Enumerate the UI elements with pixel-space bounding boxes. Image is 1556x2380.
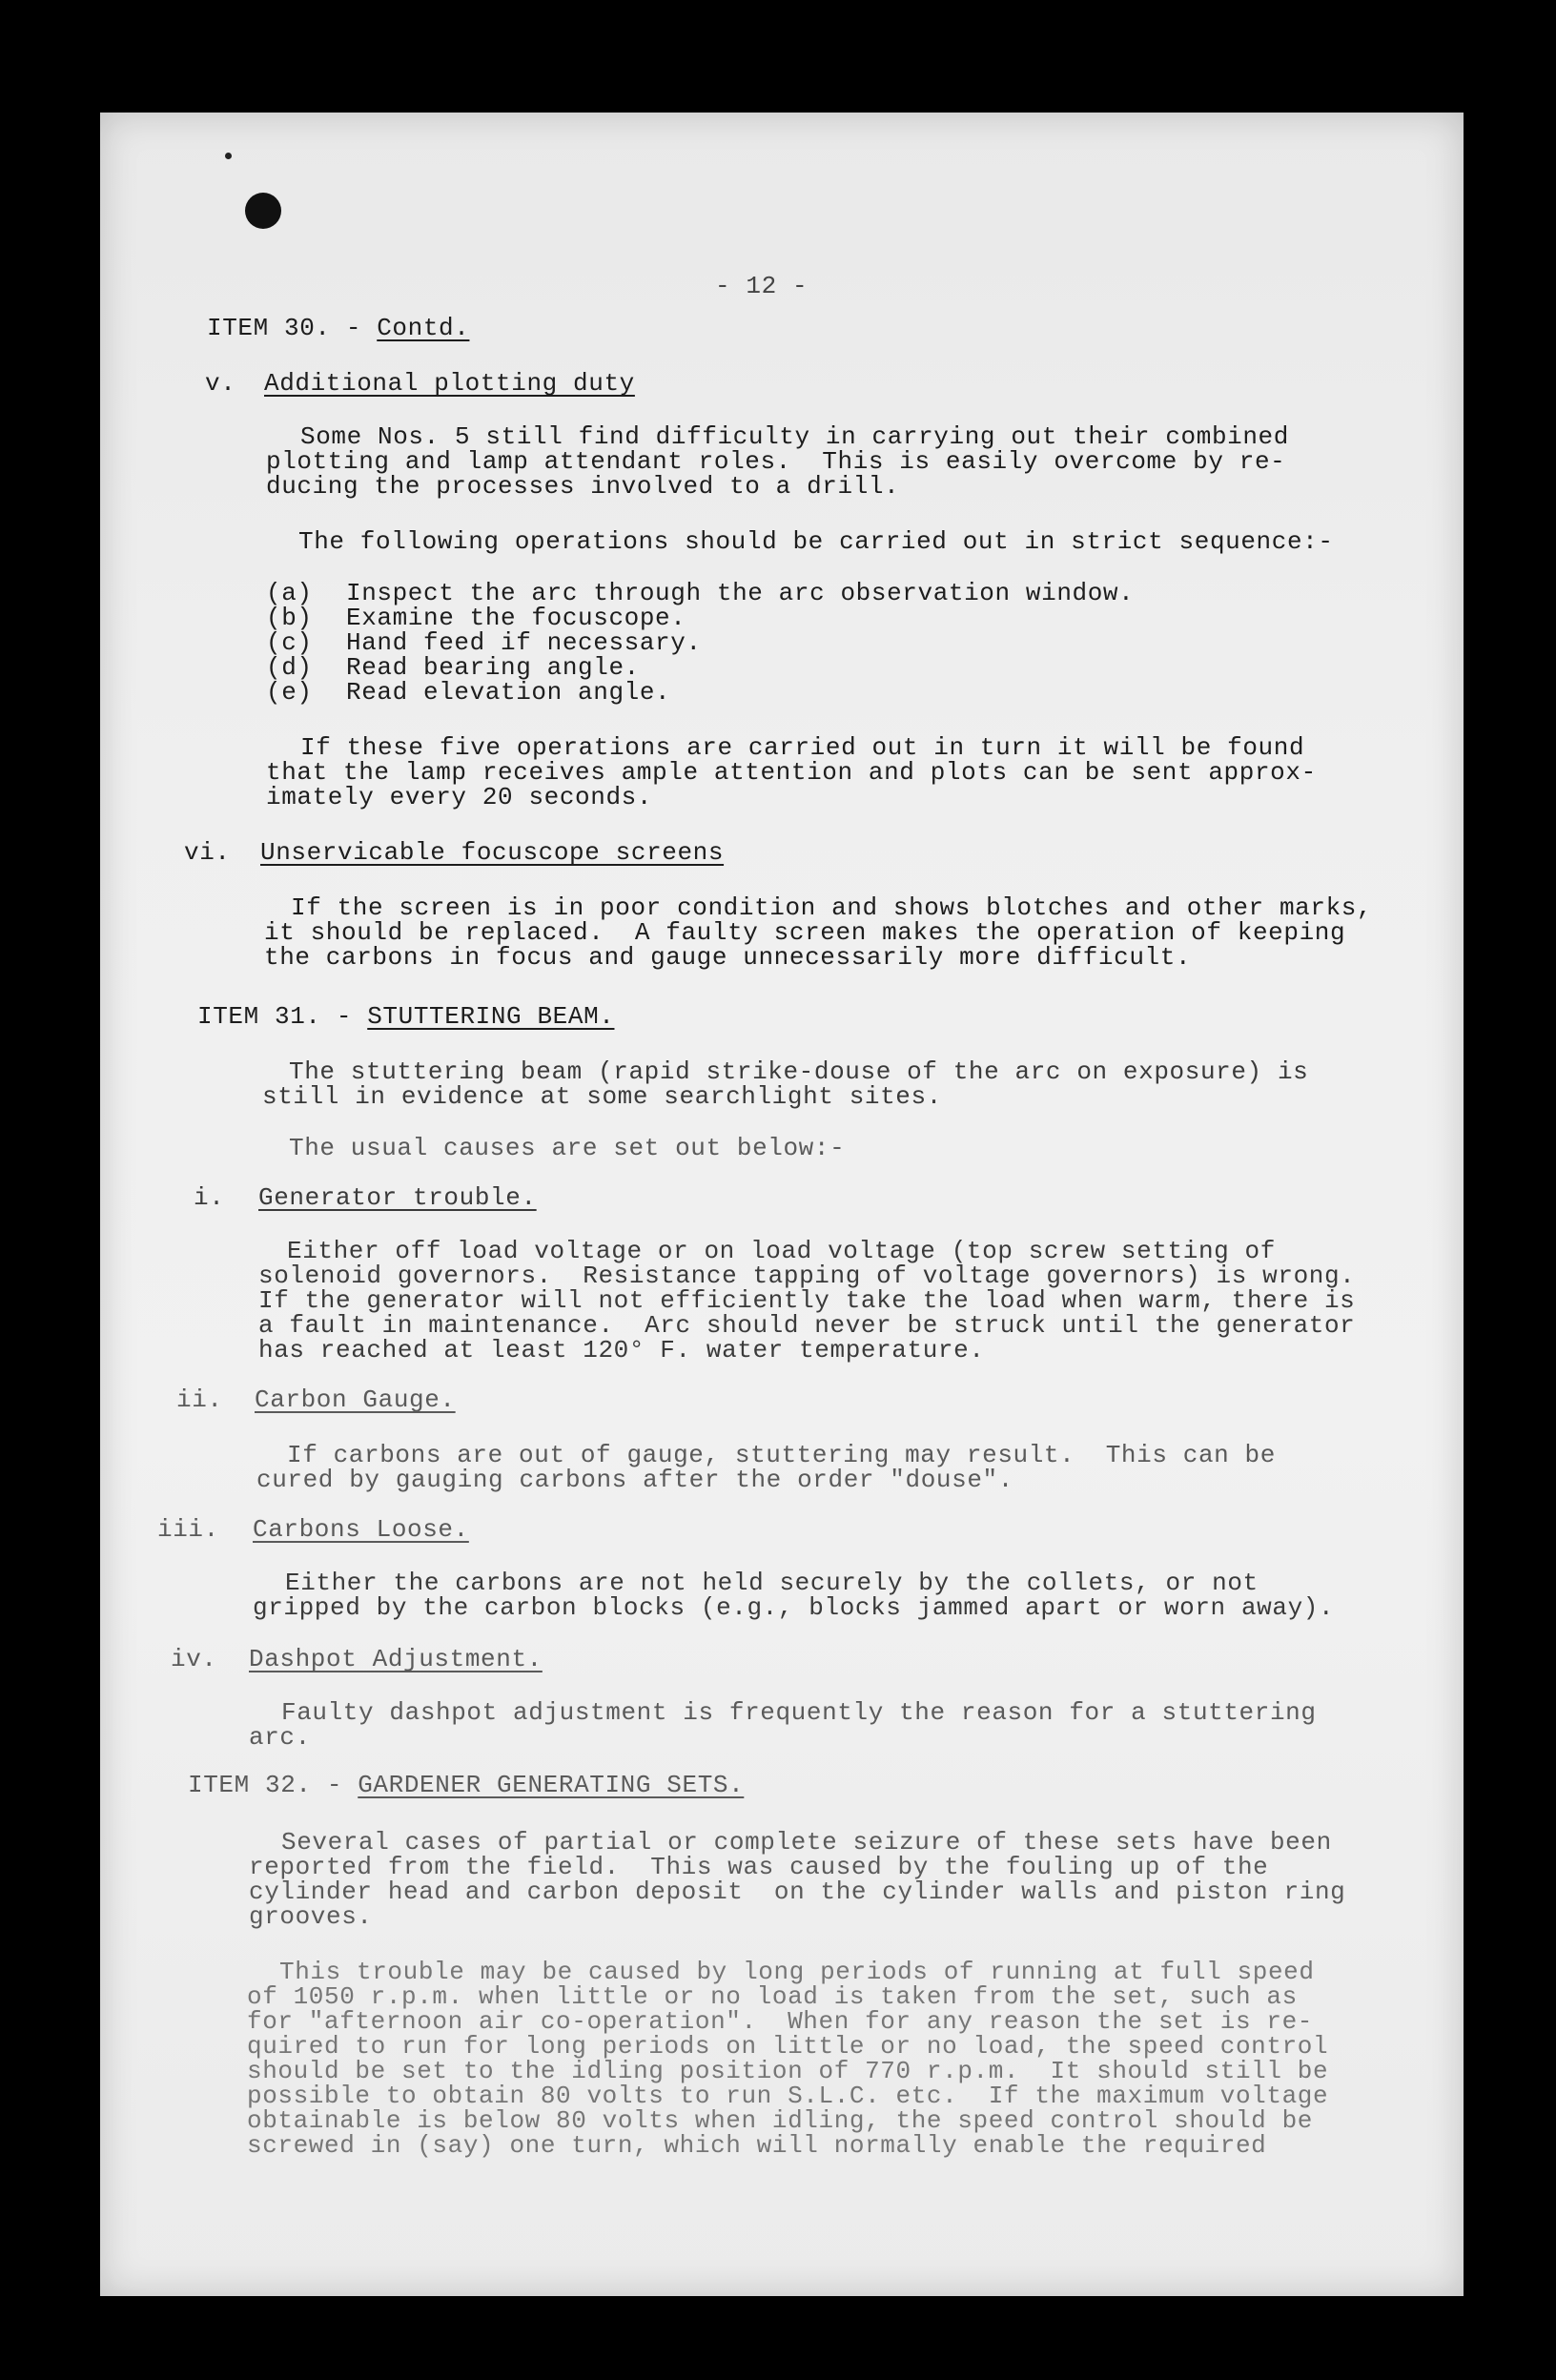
item31-heading: [197, 1003, 614, 1030]
item30-heading-contd: Contd.: [377, 314, 470, 342]
section-iv-para-line2: arc.: [249, 1723, 311, 1752]
list-item-d-text: Read bearing angle.: [346, 653, 640, 682]
item32-para2-line5: should be set to the idling position of 770 r.p.m. It should still be: [247, 2057, 1329, 2085]
item32-para2-line6: possible to obtain 80 volts to run S.L.C. etc. If the maximum voltage: [247, 2082, 1329, 2110]
section-v-para1-line2: plotting and lamp attendant roles. This is easily overcome by re-: [266, 447, 1286, 476]
list-item-a-label: (a): [266, 579, 313, 607]
section-i-para-line3: If the generator will not efficiently take the load when warm, there is: [258, 1286, 1356, 1315]
section-vi-title: Unservicable focuscope screens: [260, 838, 725, 867]
item32-heading-title: GARDENER GENERATING SETS.: [358, 1771, 745, 1799]
list-item-c-label: (c): [266, 628, 313, 657]
section-i-title: Generator trouble.: [258, 1183, 537, 1212]
list-item-a-text: Inspect the arc through the arc observation window.: [346, 579, 1135, 607]
section-v-para1-line1: Some Nos. 5 still find difficulty in carrying out their combined: [300, 422, 1289, 451]
section-i-para-line4: a fault in maintenance. Arc should never be struck until the generator: [258, 1311, 1356, 1340]
section-iii-para-line1: Either the carbons are not held securely by the collets, or not: [285, 1569, 1259, 1597]
speck-mark: [225, 153, 232, 159]
punch-hole: [245, 193, 281, 229]
section-v-para1-line3: ducing the processes involved to a drill.: [266, 472, 900, 501]
page-number: - 12 -: [715, 272, 809, 300]
list-item-e-label: (e): [266, 678, 313, 707]
item32-heading-prefix: ITEM 32. -: [188, 1771, 358, 1799]
section-ii-numeral: ii.: [176, 1385, 223, 1414]
section-iv-numeral: iv.: [171, 1645, 217, 1673]
item32-para2-line1: This trouble may be caused by long periods of running at full speed: [279, 1958, 1315, 1986]
section-v-para3-line3: imately every 20 seconds.: [266, 783, 653, 811]
section-v-para2: The following operations should be carried out in strict sequence:-: [298, 527, 1334, 556]
item31-intro-line2: still in evidence at some searchlight sites.: [262, 1082, 942, 1111]
section-vi-para-line3: the carbons in focus and gauge unnecessarily more difficult.: [264, 943, 1192, 972]
item31-intro-line1: The stuttering beam (rapid strike-douse of the arc on exposure) is: [289, 1057, 1309, 1086]
list-item-b-label: (b): [266, 604, 313, 632]
item32-para2-line7: obtainable is below 80 volts when idling, the speed control should be: [247, 2106, 1313, 2135]
list-item-d-label: (d): [266, 653, 313, 682]
list-item-b-text: Examine the focuscope.: [346, 604, 686, 632]
item30-heading-prefix: ITEM 30. -: [207, 314, 378, 342]
section-iii-numeral: iii.: [157, 1515, 219, 1544]
list-item-c-text: Hand feed if necessary.: [346, 628, 702, 657]
section-iii-para-line2: gripped by the carbon blocks (e.g., blocks jammed apart or worn away).: [253, 1593, 1335, 1622]
section-v-numeral: v.: [205, 369, 236, 398]
list-item-e-text: Read elevation angle.: [346, 678, 671, 707]
item31-causes-intro: The usual causes are set out below:-: [289, 1134, 846, 1162]
item32-para2-line3: for "afternoon air co-operation". When for any reason the set is re-: [247, 2007, 1313, 2036]
item32-para2-line8: screwed in (say) one turn, which will normally enable the required: [247, 2131, 1267, 2160]
section-ii-title: Carbon Gauge.: [255, 1385, 456, 1414]
item31-heading-title: STUTTERING BEAM.: [367, 1002, 615, 1031]
section-ii-para-line1: If carbons are out of gauge, stuttering may result. This can be: [287, 1441, 1276, 1469]
item30-heading: [207, 315, 469, 341]
item32-heading: [188, 1772, 744, 1798]
section-i-para-line1: Either off load voltage or on load voltage (top screw setting of: [287, 1237, 1276, 1265]
item31-heading-prefix: ITEM 31. -: [197, 1002, 368, 1031]
section-vi-numeral: vi.: [184, 838, 231, 867]
section-i-para-line2: solenoid governors. Resistance tapping of voltage governors) is wrong.: [258, 1262, 1356, 1290]
item32-para1-line4: grooves.: [249, 1902, 373, 1931]
item32-para1-line1: Several cases of partial or complete seizure of these sets have been: [281, 1828, 1332, 1857]
item32-para1-line3: cylinder head and carbon deposit on the cylinder walls and piston ring: [249, 1877, 1346, 1906]
section-iii-title: Carbons Loose.: [253, 1515, 469, 1544]
item32-para1-line2: reported from the field. This was caused by the fouling up of the: [249, 1853, 1269, 1881]
section-iv-para-line1: Faulty dashpot adjustment is frequently the reason for a stuttering: [281, 1698, 1317, 1727]
item32-para2-line4: quired to run for long periods on little or no load, the speed control: [247, 2032, 1329, 2061]
section-v-title: Additional plotting duty: [264, 369, 635, 398]
section-iv-title: Dashpot Adjustment.: [249, 1645, 543, 1673]
section-v-para3-line2: that the lamp receives ample attention and plots can be sent approx-: [266, 758, 1317, 787]
section-v-para3-line1: If these five operations are carried out in turn it will be found: [300, 733, 1305, 762]
section-ii-para-line2: cured by gauging carbons after the order "douse".: [256, 1466, 1013, 1494]
section-vi-para-line1: If the screen is in poor condition and shows blotches and other marks,: [291, 893, 1373, 922]
item32-para2-line2: of 1050 r.p.m. when little or no load is taken from the set, such as: [247, 1982, 1298, 2011]
section-i-para-line5: has reached at least 120° F. water temperature.: [258, 1336, 985, 1364]
section-vi-para-line2: it should be replaced. A faulty screen makes the operation of keeping: [264, 918, 1346, 947]
section-i-numeral: i.: [194, 1183, 225, 1212]
